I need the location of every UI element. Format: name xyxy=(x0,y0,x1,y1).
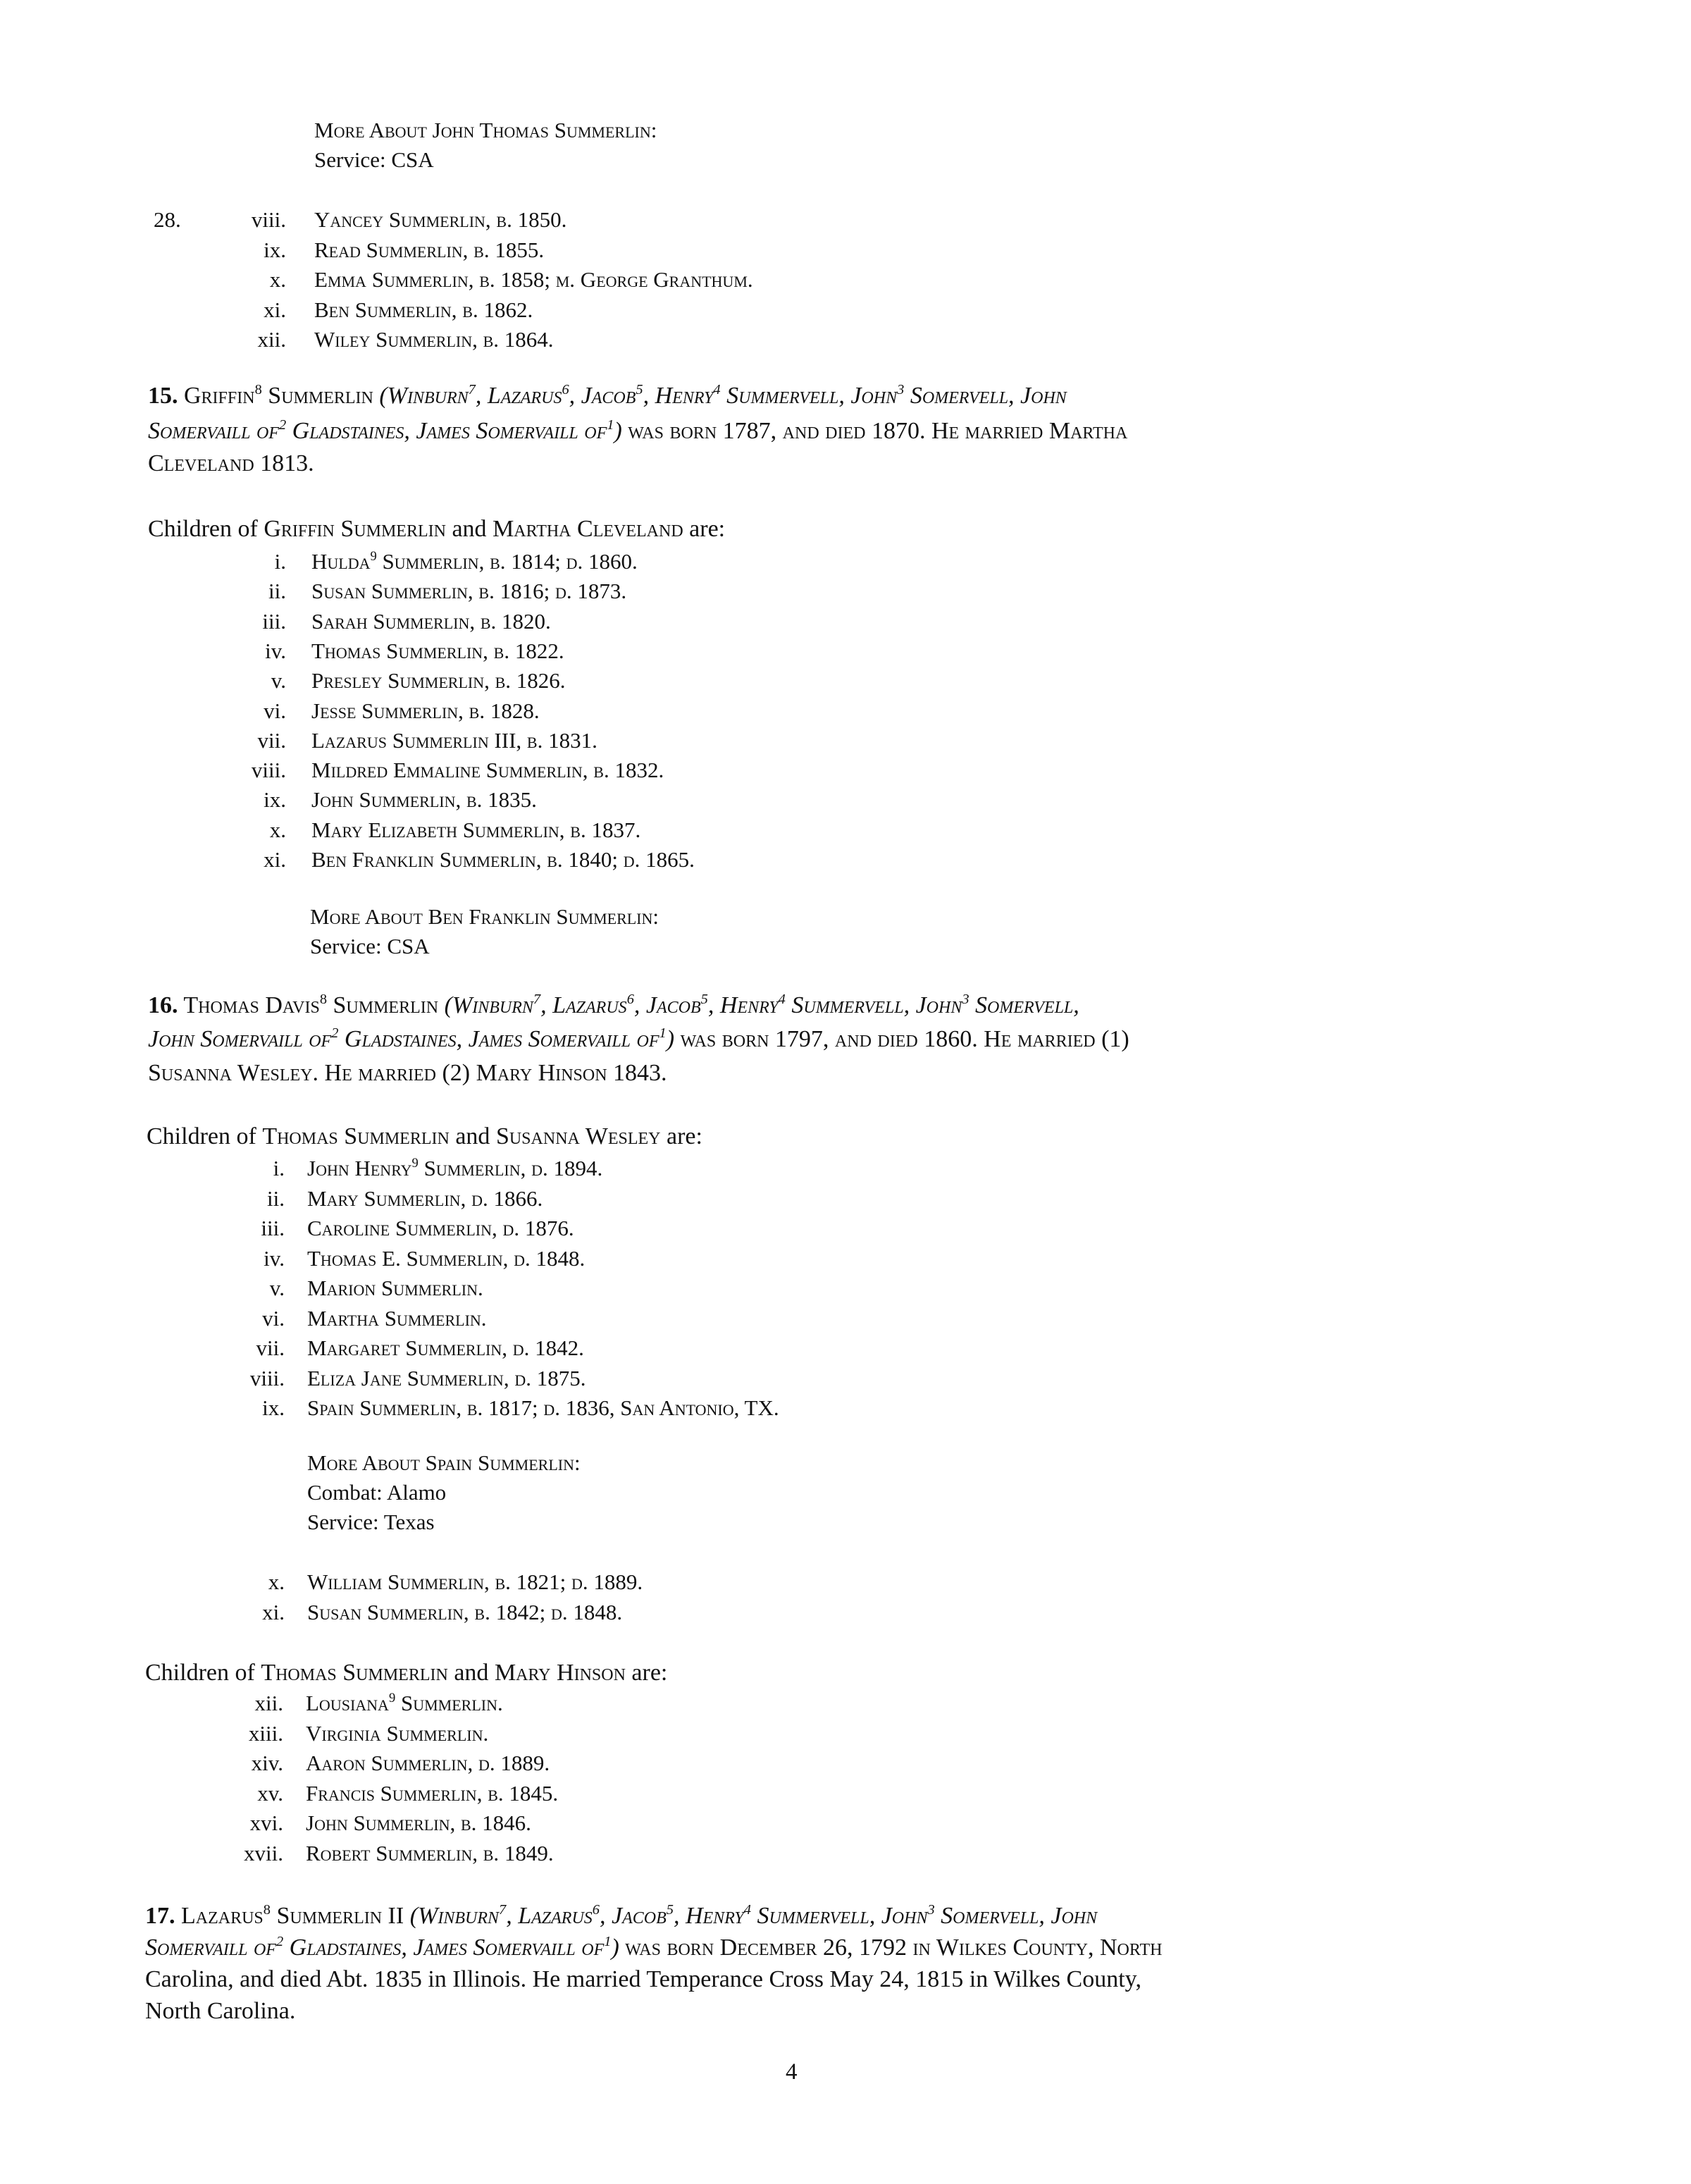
list-item-text xyxy=(306,1748,550,1778)
child-name: John Henry xyxy=(307,1156,412,1180)
list-item-number: iv. xyxy=(264,1245,285,1271)
mother-name: Martha Cleveland xyxy=(493,516,683,542)
child-name: Susan Summerlin, b. 1816; d. 1873. xyxy=(311,579,627,604)
list-item-text xyxy=(307,1333,584,1363)
heading-prefix: Children of xyxy=(145,1660,261,1686)
list-item-text xyxy=(307,1304,487,1333)
more-about-heading xyxy=(314,116,657,145)
father-name: Thomas Summerlin xyxy=(262,1123,450,1149)
child-name: Lazarus Summerlin III, b. 1831. xyxy=(311,727,597,753)
generation-sup: 1 xyxy=(607,417,614,433)
ancestry-part: , Lazarus xyxy=(506,1903,593,1929)
ancestry-part: Somervell, John xyxy=(904,383,1067,409)
generation-sup: 1 xyxy=(604,1933,612,1949)
ancestry-part: , Lazarus xyxy=(475,383,562,409)
more-about-service: Service: CSA xyxy=(310,934,430,958)
entry-17-line-2 xyxy=(145,1933,1162,1963)
ancestry-part: Somervell, John xyxy=(934,1903,1098,1929)
more-about-name: John Thomas Summerlin xyxy=(432,118,651,142)
list-item-text xyxy=(311,845,695,875)
more-about-name: Ben Franklin Summerlin xyxy=(428,904,653,929)
ancestry-part: , Henry xyxy=(707,992,779,1018)
list-item-text xyxy=(311,755,664,785)
list-item-text xyxy=(307,1273,483,1303)
child-name: Jesse Summerlin, b. 1828. xyxy=(311,698,540,723)
list-item-text xyxy=(311,547,638,576)
list-item-text xyxy=(314,325,554,354)
person-surname: Summerlin xyxy=(327,992,445,1018)
ancestry-part: , Lazarus xyxy=(540,992,627,1018)
child-name: Hulda xyxy=(311,549,371,574)
person-name: Lazarus xyxy=(181,1903,264,1929)
entry-15-line-2 xyxy=(148,417,1127,446)
child-name: John Summerlin, b. 1835. xyxy=(311,787,537,813)
child-name: Caroline Summerlin, d. 1876. xyxy=(307,1216,574,1240)
list-item-number: xii. xyxy=(254,1691,283,1715)
ancestry-cont: Somervaill of xyxy=(148,418,279,444)
list-item-number: xi. xyxy=(264,297,286,322)
list-item-text xyxy=(306,1808,531,1838)
ancestry-rest xyxy=(533,992,1079,1018)
child-name: Margaret Summerlin, d. 1842. xyxy=(307,1335,584,1360)
entry-15-line-3: Cleveland 1813. xyxy=(148,450,314,476)
generation-sup: 8 xyxy=(263,1901,271,1918)
generation-sup: 7 xyxy=(533,991,541,1007)
more-about-prefix: More About xyxy=(307,1450,426,1475)
person-surname: Summerlin II xyxy=(270,1903,410,1929)
generation-sup: 9 xyxy=(370,548,377,564)
list-item-number: x. xyxy=(269,267,286,292)
father-name: Thomas Summerlin xyxy=(261,1660,448,1686)
more-about-heading xyxy=(307,1448,581,1478)
child-name: Virginia Summerlin. xyxy=(306,1720,489,1746)
list-item-text xyxy=(314,205,566,235)
ancestry-part: Summervell, John xyxy=(785,992,962,1018)
list-item-text xyxy=(307,1154,602,1183)
ancestry-close: ) xyxy=(611,1935,619,1961)
entry-16-line-2 xyxy=(148,1025,1129,1054)
heading-prefix: Children of xyxy=(147,1123,263,1149)
ancestry-part: , Jacob xyxy=(569,383,636,409)
list-item-text xyxy=(311,785,537,815)
list-item-text xyxy=(307,1214,574,1243)
ancestry-rest xyxy=(469,383,1067,409)
heading-suffix: are: xyxy=(660,1123,702,1149)
children-16a-heading xyxy=(147,1122,702,1152)
generation-sup: 2 xyxy=(275,1933,284,1949)
more-about-prefix: More About xyxy=(314,118,433,142)
child-name: Thomas Summerlin, b. 1822. xyxy=(311,638,564,663)
list-item-number: ix. xyxy=(264,787,286,813)
child-details: Summerlin, b. 1814; d. 1860. xyxy=(376,549,638,574)
more-about-service: Service: Texas xyxy=(307,1510,435,1534)
more-about-name: Spain Summerlin xyxy=(425,1450,574,1475)
list-item-number: iii. xyxy=(262,608,286,634)
ancestry-cont: Somervaill of xyxy=(145,1935,276,1961)
list-item-number: ix. xyxy=(262,1395,285,1420)
children-16b-heading xyxy=(145,1658,667,1688)
heading-and: and xyxy=(447,1660,495,1686)
list-item-text xyxy=(311,576,626,606)
generation-sup: 3 xyxy=(927,1901,935,1918)
list-item-number: vi. xyxy=(262,1305,285,1331)
list-item-text xyxy=(307,1364,586,1393)
child-name: Spain Summerlin, b. 1817; d. 1836, San Antonio, TX. xyxy=(307,1395,779,1420)
list-item-number: v. xyxy=(269,1276,285,1300)
list-item-text xyxy=(307,1184,543,1214)
generation-sup: 7 xyxy=(468,381,476,397)
list-item-text xyxy=(311,726,597,755)
more-about-suffix: : xyxy=(650,118,657,142)
generation-sup: 2 xyxy=(278,417,287,433)
list-item-number: xi. xyxy=(262,1599,285,1624)
child-name: Eliza Jane Summerlin, d. 1875. xyxy=(307,1365,586,1390)
list-item-number: vii. xyxy=(256,1335,285,1360)
entry-17-line-4: North Carolina. xyxy=(145,1998,296,2024)
list-item-text xyxy=(306,1689,503,1718)
generation-sup: 5 xyxy=(636,381,643,397)
list-item-number: xvi. xyxy=(249,1810,283,1835)
ancestry-rest xyxy=(499,1903,1097,1929)
generation-sup: 6 xyxy=(592,1901,600,1918)
generation-sup: 5 xyxy=(666,1901,674,1918)
person-name: Thomas Davis xyxy=(183,992,320,1018)
list-item-text xyxy=(314,265,753,295)
generation-sup: 4 xyxy=(778,991,786,1007)
entry-15-line-1 xyxy=(148,381,1067,411)
generation-sup: 1 xyxy=(659,1025,667,1041)
child-name: Mary Summerlin, d. 1866. xyxy=(307,1185,543,1211)
child-details: Summerlin, d. 1894. xyxy=(418,1156,603,1180)
mother-name: Mary Hinson xyxy=(494,1660,626,1686)
generation-sup: 4 xyxy=(713,381,721,397)
child-name: Marion Summerlin. xyxy=(307,1276,483,1300)
ancestry-part: , Henry xyxy=(673,1903,744,1929)
mother-name: Susanna Wesley xyxy=(495,1123,661,1149)
more-about-combat: Combat: Alamo xyxy=(307,1480,447,1505)
child-name: Yancey Summerlin, b. 1850. xyxy=(314,207,567,232)
list-item-text xyxy=(307,1598,622,1627)
child-name: Mildred Emmaline Summerlin, b. 1832. xyxy=(311,758,664,783)
list-item-number: xiii. xyxy=(248,1720,283,1746)
list-item-text xyxy=(311,636,564,666)
ancestry-part: , Jacob xyxy=(600,1903,667,1929)
child-name: John Summerlin, b. 1846. xyxy=(306,1810,531,1835)
ancestry-close: ) xyxy=(666,1026,675,1052)
child-name: Wiley Summerlin, b. 1864. xyxy=(314,327,554,352)
list-item-number: vi. xyxy=(264,698,286,723)
list-item-text xyxy=(311,666,566,696)
ancestry-part: Summervell, John xyxy=(720,383,898,409)
list-item-number: viii. xyxy=(251,758,286,783)
child-name: Thomas E. Summerlin, d. 1848. xyxy=(307,1245,586,1271)
entry-16-line-3: Susanna Wesley. He married (2) Mary Hinson 1843. xyxy=(148,1060,667,1086)
entry-number: 17. xyxy=(145,1903,175,1929)
ancestry-part: , Jacob xyxy=(633,992,701,1018)
entry-17-line-1 xyxy=(145,1901,1097,1931)
list-item-number: ii. xyxy=(268,579,286,604)
heading-suffix: are: xyxy=(683,516,726,542)
page-number: 4 xyxy=(786,2059,798,2085)
heading-suffix: are: xyxy=(625,1660,668,1686)
list-item-number: ix. xyxy=(264,237,286,262)
list-item-number: v. xyxy=(271,668,286,693)
list-item-text xyxy=(307,1244,585,1273)
entry-text: was born December 26, 1792 in Wilkes County, North xyxy=(619,1935,1163,1961)
heading-and: and xyxy=(445,516,493,542)
ancestry-part: , Henry xyxy=(643,383,714,409)
list-item-text xyxy=(311,607,551,636)
child-details: Summerlin. xyxy=(395,1691,503,1715)
more-about-suffix: : xyxy=(574,1450,581,1475)
child-name: Martha Summerlin. xyxy=(307,1305,487,1331)
ancestry-cont: John Somervaill of xyxy=(148,1026,332,1052)
list-item-number: x. xyxy=(268,1569,285,1594)
ancestry-part: Summervell, John xyxy=(750,1903,928,1929)
list-item-number: xv. xyxy=(257,1780,283,1806)
list-item-text xyxy=(306,1839,554,1868)
generation-sup: 6 xyxy=(562,381,569,397)
list-item-text xyxy=(307,1393,779,1423)
generation-sup: 6 xyxy=(626,991,634,1007)
children-15-heading xyxy=(148,514,725,544)
generation-sup: 5 xyxy=(700,991,708,1007)
more-about-suffix: : xyxy=(652,904,659,929)
child-name: Ben Summerlin, b. 1862. xyxy=(314,297,533,322)
child-name: Francis Summerlin, b. 1845. xyxy=(306,1780,559,1806)
more-about-heading xyxy=(310,902,659,932)
entry-17-line-3: Carolina, and died Abt. 1835 in Illinois. He married Temperance Cross May 24, 1815 in Wilkes County, xyxy=(145,1966,1141,1992)
entry-16-line-1 xyxy=(148,991,1079,1020)
child-name: William Summerlin, b. 1821; d. 1889. xyxy=(307,1569,643,1594)
generation-sup: 7 xyxy=(499,1901,507,1918)
entry-text: was born 1787, and died 1870. He married Martha xyxy=(621,418,1128,444)
list-item-number: xii. xyxy=(257,327,286,352)
list-item-number: i. xyxy=(273,1156,285,1180)
child-name: Ben Franklin Summerlin, b. 1840; d. 1865. xyxy=(311,847,695,872)
list-item-number: viii. xyxy=(249,1365,285,1390)
list-item-number: viii. xyxy=(251,207,286,232)
list-item-text xyxy=(314,295,533,325)
more-about-prefix: More About xyxy=(310,904,428,929)
list-item-number: xvii. xyxy=(244,1840,283,1865)
heading-and: and xyxy=(449,1123,496,1149)
list-item-number: xi. xyxy=(264,847,286,872)
person-name: Griffin xyxy=(184,383,255,409)
entry-number: 15. xyxy=(148,383,178,409)
ancestry-part: Somervell, xyxy=(969,992,1079,1018)
generation-sup: 3 xyxy=(897,381,905,397)
list-item-text xyxy=(311,815,640,845)
child-name: Read Summerlin, b. 1855. xyxy=(314,237,545,262)
generation-sup: 4 xyxy=(743,1901,751,1918)
child-name: Presley Summerlin, b. 1826. xyxy=(311,668,566,693)
list-item-text xyxy=(306,1719,488,1748)
list-item-number: ii. xyxy=(267,1185,285,1211)
child-name: Lousiana xyxy=(306,1691,389,1715)
list-item-number: iii. xyxy=(261,1216,285,1240)
list-item-text xyxy=(314,235,544,265)
child-name: Emma Summerlin, b. 1858; m. George Granthum. xyxy=(314,267,753,292)
list-item-number: xiv. xyxy=(251,1751,283,1775)
child-name: Sarah Summerlin, b. 1820. xyxy=(311,608,551,634)
list-item-number: iv. xyxy=(265,638,286,663)
list-item-text xyxy=(306,1779,558,1808)
ancestry-cont-b: Gladstaines, James Somervaill of xyxy=(286,418,607,444)
child-name: Aaron Summerlin, d. 1889. xyxy=(306,1751,550,1775)
more-about-service: Service: CSA xyxy=(314,147,434,172)
list-item-number: vii. xyxy=(257,727,286,753)
list-item-text xyxy=(311,696,540,726)
generation-sup: 9 xyxy=(411,1155,419,1171)
generation-sup: 3 xyxy=(962,991,970,1007)
list-item-number: x. xyxy=(269,817,286,842)
entry-number: 16. xyxy=(148,992,178,1018)
ancestry-start: (Winburn xyxy=(379,383,469,409)
generation-sup: 2 xyxy=(331,1025,339,1041)
ancestry-start: (Winburn xyxy=(444,992,533,1018)
generation-sup: 8 xyxy=(254,381,262,397)
father-name: Griffin Summerlin xyxy=(264,516,446,542)
list-item-text xyxy=(307,1567,643,1597)
person-surname: Summerlin xyxy=(261,383,380,409)
generation-sup: 8 xyxy=(319,991,328,1007)
generation-sup: 9 xyxy=(388,1690,396,1705)
entry-text: was born 1797, and died 1860. He married (1) xyxy=(674,1026,1129,1052)
ref-number: 28. xyxy=(154,207,181,232)
child-name: Robert Summerlin, b. 1849. xyxy=(306,1840,554,1865)
child-name: Mary Elizabeth Summerlin, b. 1837. xyxy=(311,817,641,842)
ancestry-close: ) xyxy=(614,418,622,444)
ancestry-cont-b: Gladstaines, James Somervaill of xyxy=(283,1935,605,1961)
ancestry-cont-b: Gladstaines, James Somervaill of xyxy=(338,1026,659,1052)
list-item-number: i. xyxy=(274,549,286,574)
ancestry-start: (Winburn xyxy=(409,1903,500,1929)
heading-prefix: Children of xyxy=(148,516,264,542)
child-name: Susan Summerlin, b. 1842; d. 1848. xyxy=(307,1599,623,1624)
